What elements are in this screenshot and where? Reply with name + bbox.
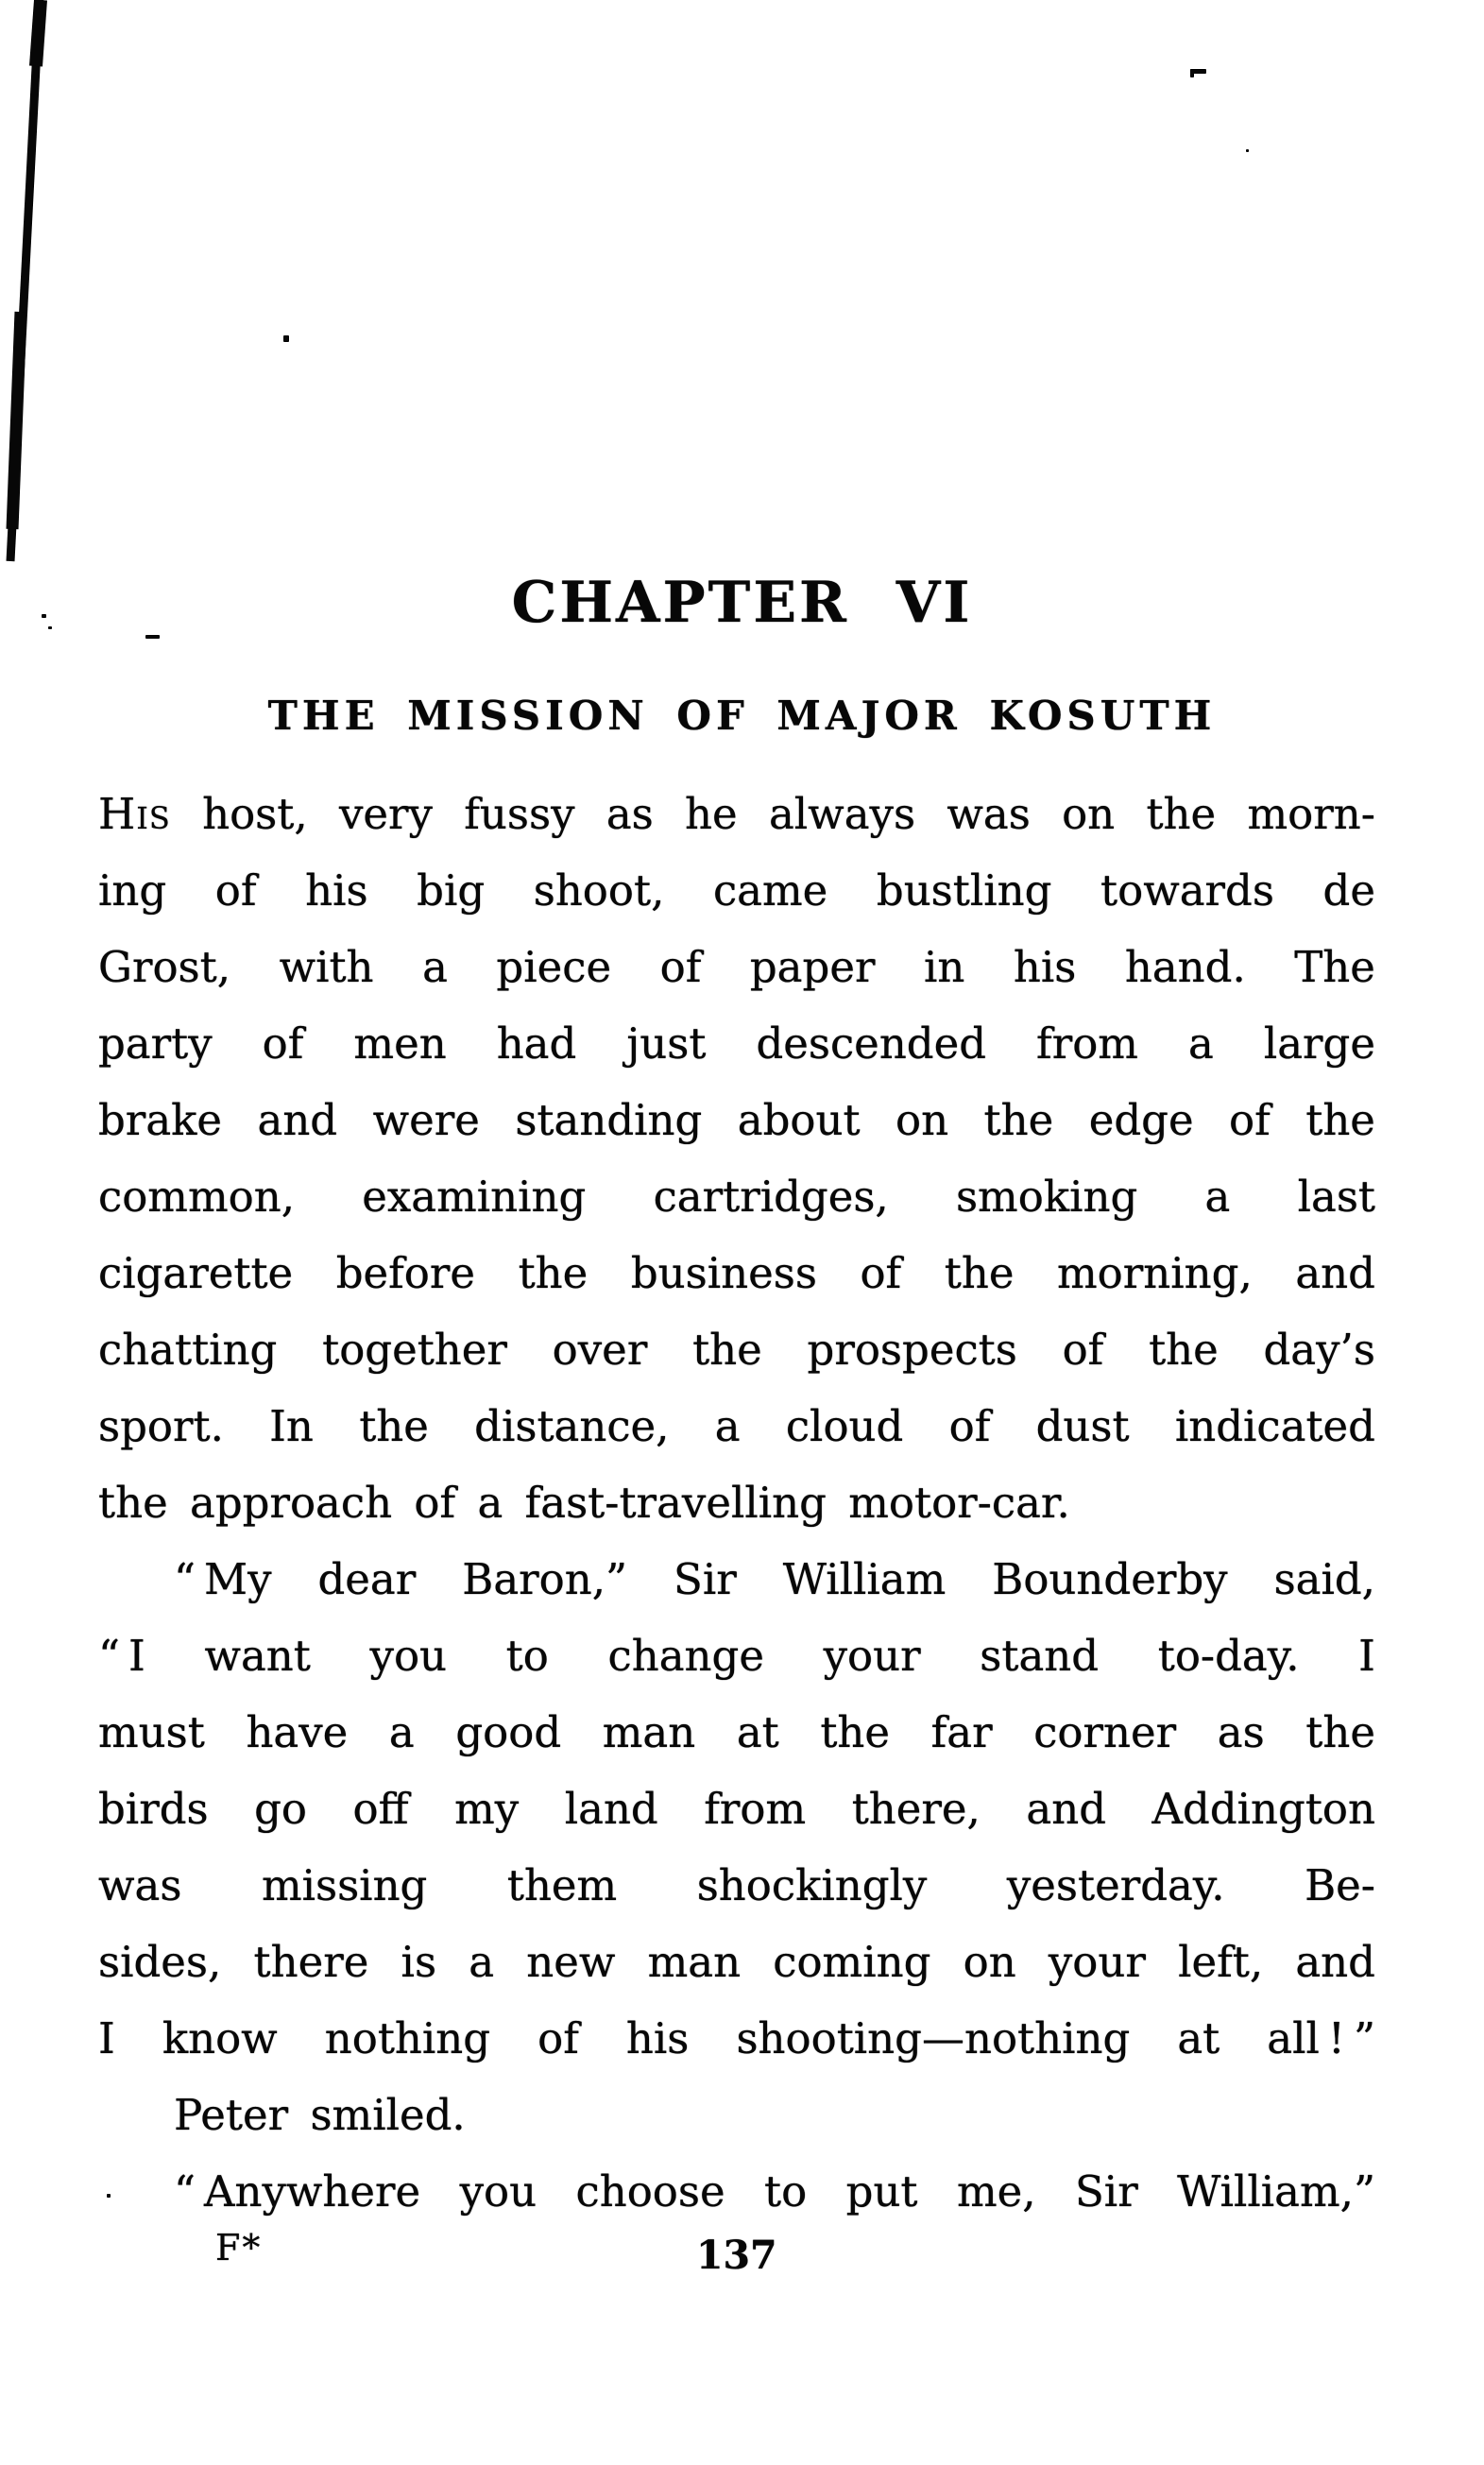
section-title: THE MISSION OF MAJOR KOSUTH bbox=[267, 693, 1217, 739]
text-line: Peter smiled. bbox=[174, 2090, 466, 2140]
ink-speck bbox=[1190, 69, 1194, 77]
body-text bbox=[98, 776, 1375, 2230]
text-line: Grost, with a piece of paper in his hand. The bbox=[98, 942, 1375, 992]
text-line: His host, very fussy as he always was on the morn- bbox=[98, 789, 1375, 839]
page-number: 137 bbox=[696, 2233, 777, 2278]
ink-speck bbox=[145, 635, 160, 639]
text-line: “ I want you to change your stand to-day. I bbox=[98, 1631, 1375, 1681]
signature-mark: F* bbox=[215, 2227, 263, 2268]
text-line: common, examining cartridges, smoking a last bbox=[98, 1172, 1375, 1222]
text-line: sport. In the distance, a cloud of dust indicated bbox=[98, 1401, 1375, 1451]
text-line: was missing them shockingly yesterday. Be- bbox=[98, 1860, 1375, 1910]
text-line: birds go off my land from there, and Addington bbox=[98, 1784, 1375, 1834]
text-line: I know nothing of his shooting—nothing at all ! ” bbox=[98, 2013, 1375, 2063]
text-line: ing of his big shoot, came bustling towards de bbox=[98, 865, 1375, 916]
text-line: chatting together over the prospects of the day’s bbox=[98, 1325, 1375, 1375]
ink-speck bbox=[283, 335, 289, 342]
text-line: sides, there is a new man coming on your left, and bbox=[98, 1937, 1375, 1987]
text-line: “ My dear Baron,” Sir William Bounderby said, bbox=[174, 1554, 1375, 1604]
ink-speck bbox=[1246, 149, 1249, 152]
text-line: party of men had just descended from a large bbox=[98, 1019, 1375, 1069]
binding-edge-artifact bbox=[0, 0, 66, 576]
text-line: the approach of a fast-travelling motor-car. bbox=[98, 1478, 1070, 1528]
text-line: must have a good man at the far corner as the bbox=[98, 1707, 1375, 1757]
text-line: cigarette before the business of the morning, and bbox=[98, 1248, 1375, 1298]
text-line: “ Anywhere you choose to put me, Sir William,” bbox=[174, 2166, 1375, 2217]
text-line: brake and were standing about on the edge of the bbox=[98, 1095, 1375, 1145]
chapter-title: CHAPTER VI bbox=[511, 570, 973, 636]
